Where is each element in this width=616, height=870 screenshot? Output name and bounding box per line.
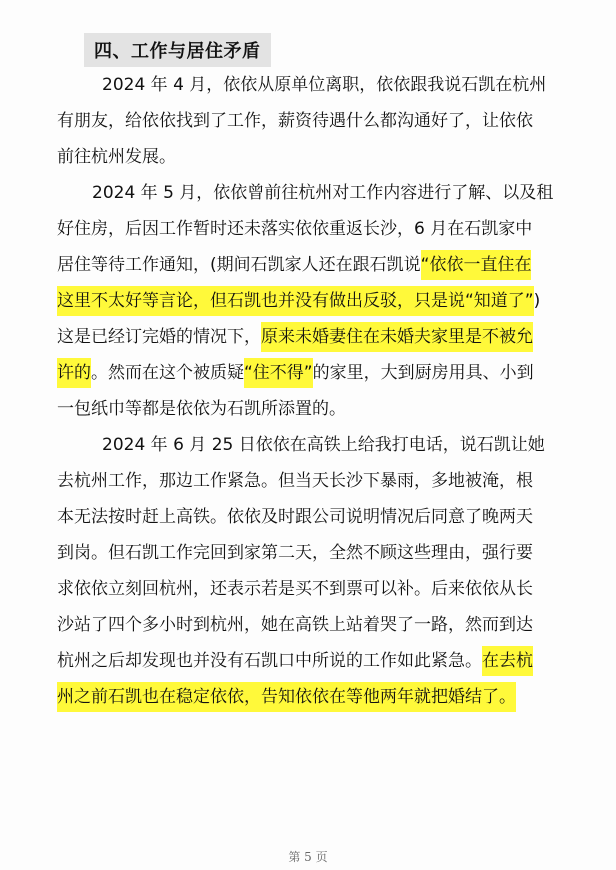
- highlighted-text: “住不得”: [244, 358, 313, 388]
- paragraph-2-line-4: [57, 286, 540, 316]
- page-number: 第 5 页: [288, 850, 328, 864]
- highlighted-text: 这里不太好等言论，但石凯也并没有做出反驳，只是说“知道了”: [57, 286, 534, 316]
- paragraph-2-line-7: 一包纸巾等都是依依为石凯所添置的。: [57, 399, 346, 419]
- paragraph-3-line-8: [57, 682, 516, 712]
- highlighted-text: 州之前石凯也在稳定依依，告知依依在等他两年就把婚结了。: [57, 682, 516, 712]
- section-heading: 四、工作与居住矛盾: [84, 33, 271, 67]
- plain-text: 的家里，大到厨房用具、小到: [312, 363, 534, 383]
- paragraph-3-line-1: 2024 年 6 月 25 日依依在高铁上给我打电话，说石凯让她: [102, 435, 545, 455]
- paragraph-2-line-3: [57, 250, 531, 280]
- paragraph-3-line-2: 去杭州工作，那边工作紧急。但当天长沙下暴雨，多地被淹，根: [57, 471, 533, 491]
- plain-text: 杭州之后却发现也并没有石凯口中所说的工作如此紧急。: [57, 651, 482, 671]
- highlighted-text: 许的: [57, 358, 91, 388]
- paragraph-3-line-5: 求依依立刻回杭州，还表示若是买不到票可以补。后来依依从长: [57, 579, 533, 599]
- paragraph-3-line-7: [57, 646, 533, 676]
- paragraph-1-line-1: 2024 年 4 月，依依从原单位离职，依依跟我说石凯在杭州: [102, 75, 547, 95]
- paragraph-2-line-1: 2024 年 5 月，依依曾前往杭州对工作内容进行了解、以及租: [92, 183, 554, 203]
- plain-text: 。然而在这个被质疑: [91, 363, 244, 383]
- paragraph-3-line-6: 沙站了四个多小时到杭州，她在高铁上站着哭了一路，然而到达: [57, 615, 533, 635]
- paragraph-1-line-2: 有朋友，给依依找到了工作，薪资待遇什么都沟通好了，让依依: [57, 111, 533, 131]
- paragraph-2-line-2: 好住房，后因工作暂时还未落实依依重返长沙，6 月在石凯家中: [57, 219, 533, 239]
- paragraph-1-line-3: 前往杭州发展。: [57, 147, 176, 167]
- highlighted-text: 原来未婚妻住在未婚夫家里是不被允: [261, 322, 533, 352]
- paragraph-2-line-6: [57, 358, 534, 388]
- paragraph-2-line-5: [57, 322, 533, 352]
- plain-text: 这是已经订完婚的情况下，: [57, 327, 261, 347]
- paragraph-3-line-4: 到岗。但石凯工作完回到家第二天，全然不顾这些理由，强行要: [57, 543, 533, 563]
- highlighted-text: “依依一直住在: [421, 250, 532, 280]
- plain-text: 居住等待工作通知，(期间石凯家人还在跟石凯说: [57, 255, 421, 275]
- paragraph-3-line-3: 本无法按时赶上高铁。依依及时跟公司说明情况后同意了晚两天: [57, 507, 533, 527]
- plain-text: ): [533, 291, 541, 311]
- highlighted-text: 在去杭: [482, 646, 533, 676]
